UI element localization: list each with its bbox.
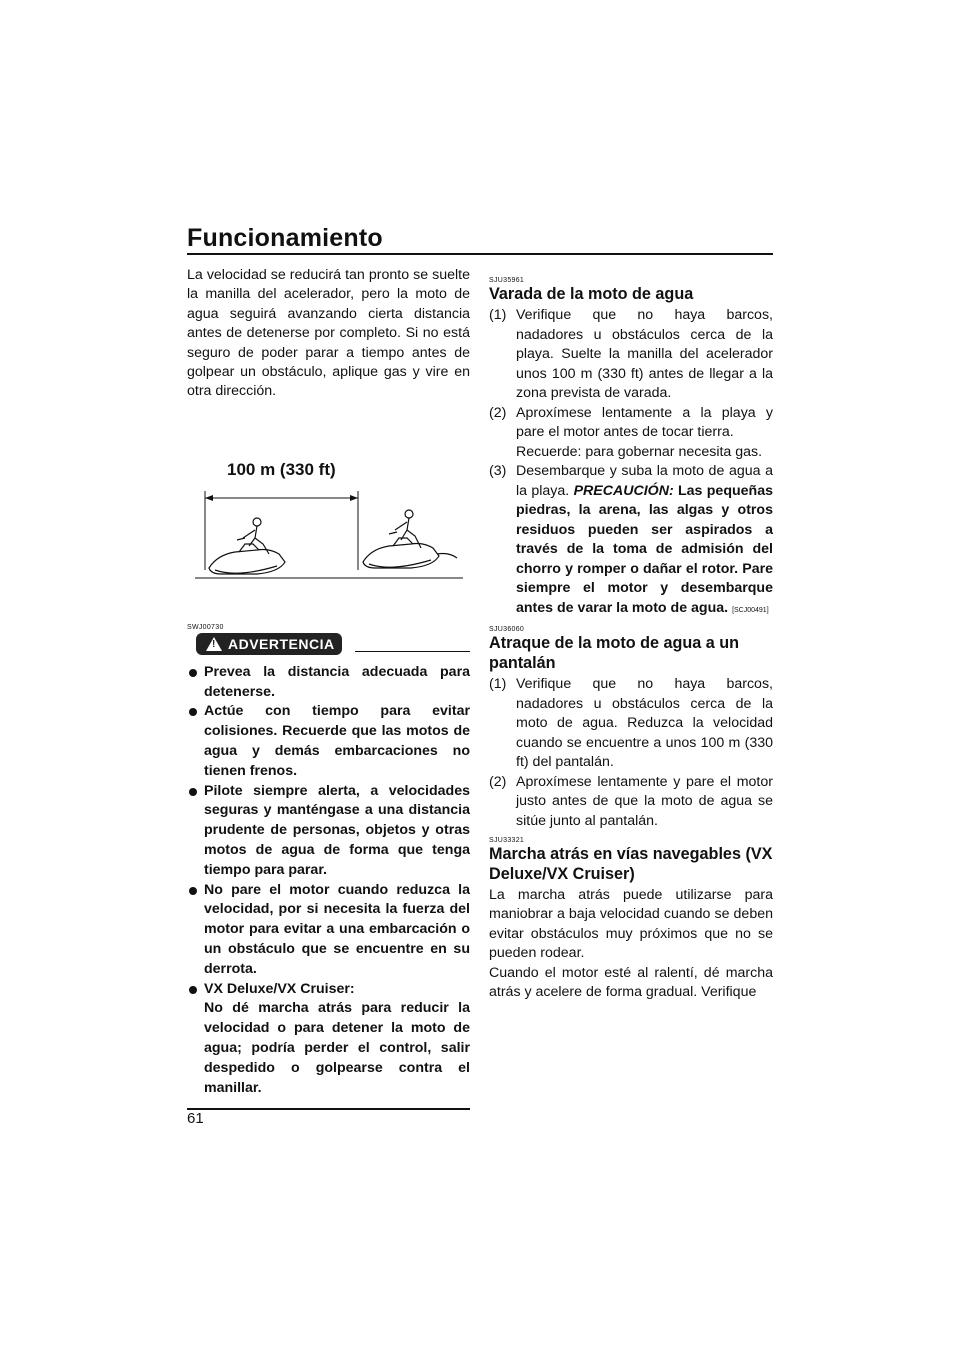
caution-code: [SCJ00491] bbox=[732, 606, 769, 614]
warning-badge-label: ADVERTENCIA bbox=[228, 635, 335, 652]
warning-badge bbox=[196, 633, 342, 655]
step-number: (2) bbox=[489, 404, 507, 421]
step-note: Recuerde: para gobernar necesita gas. bbox=[516, 443, 763, 460]
section-title-beaching: Varada de la moto de agua bbox=[489, 285, 694, 303]
distance-figure bbox=[187, 458, 470, 598]
step-text: Verifique que no haya barcos, nadadores u obstáculos cerca de la moto de agua. Reduzca la velocidad cuando se encuentre a unos 100 m (330 ft) del pantalán. bbox=[516, 676, 773, 770]
intro-paragraph: La velocidad se reducirá tan pronto se suelte la manilla del acelerador, pero la moto de agua seguirá avanzando cierta distancia antes de detenerse por completo. Si no está seguro de poder parar a tiempo antes de golpear un obstáculo, aplique gas y vire en otra dirección. bbox=[187, 267, 470, 400]
left-column bbox=[187, 266, 470, 1110]
warning-item: Pilote siempre alerta, a velocidades seguras y manténgase a una distancia prudente de personas, objetos y otras motos de agua de forma que tenga tiempo para parar. bbox=[187, 782, 470, 881]
step-item bbox=[489, 675, 773, 773]
warning-item: Prevea la distancia adecuada para detenerse. bbox=[187, 663, 470, 703]
jetski-2 bbox=[363, 510, 457, 568]
section-title-docking: Atraque de la moto de agua a un pantalán bbox=[489, 634, 740, 672]
reverse-paragraph: Cuando el motor esté al ralentí, dé marcha atrás y acelere de forma gradual. Verifique bbox=[489, 964, 773, 1001]
step-text: Aproxímese lentamente y pare el motor justo antes de que la moto de agua se sitúe junto al pantalán. bbox=[516, 773, 773, 829]
docking-steps bbox=[489, 675, 773, 831]
warning-rule bbox=[355, 651, 470, 653]
beaching-steps bbox=[489, 306, 773, 620]
step-number: (2) bbox=[489, 773, 507, 790]
warning-item: Actúe con tiempo para evitar colisiones. Recuerde que las motos de agua y demás embarcaciones no tienen frenos. bbox=[187, 702, 470, 781]
warning-bottom-rule bbox=[187, 1108, 470, 1110]
step-text: Aproxímese lentamente a la playa y pare el motor antes de tocar tierra. bbox=[516, 404, 773, 440]
caution-text: Las pequeñas piedras, la arena, las algas y otros residuos pueden ser aspirados a través de la toma de admisión del chorro y romper o dañar el rotor. Pare siempre el motor y desembarque antes de varar la moto de agua. bbox=[516, 482, 773, 616]
right-column bbox=[489, 266, 773, 1002]
reverse-paragraph: La marcha atrás puede utilizarse para maniobrar a baja velocidad cuando se deben evitar obstáculos muy próximos que no se pueden rodear. bbox=[489, 887, 773, 962]
page-number: 61 bbox=[187, 1110, 204, 1127]
step-item bbox=[489, 462, 773, 620]
step-item bbox=[489, 773, 773, 832]
section-title-reverse: Marcha atrás en vías navegables (VX Deluxe/VX Cruiser) bbox=[489, 845, 773, 883]
step-text: Desembarque y suba la moto de agua a la playa. bbox=[516, 463, 773, 499]
step-number: (1) bbox=[489, 676, 507, 692]
warning-header bbox=[187, 633, 470, 657]
jetski-illustration bbox=[187, 458, 470, 598]
step-item bbox=[489, 306, 773, 404]
warning-triangle-icon bbox=[206, 637, 222, 651]
page-title: Funcionamiento bbox=[187, 224, 383, 252]
section-code: SJU35961 bbox=[489, 277, 525, 284]
warning-list bbox=[187, 663, 470, 1099]
warning-item: No pare el motor cuando reduzca la velocidad, por si necesita la fuerza del motor para evitar a una embarcación o un obstáculo que se encuentre en su derrota. bbox=[187, 881, 470, 980]
header-rule bbox=[187, 253, 773, 255]
distance-label: 100 m (330 ft) bbox=[227, 459, 336, 479]
section-code: SJU33321 bbox=[489, 837, 525, 844]
step-item bbox=[489, 404, 773, 463]
warning-item: VX Deluxe/VX Cruiser: No dé marcha atrás para reducir la velocidad o para detener la moto de agua; podría perder el control, salir despedido o golpearse contra el manillar. bbox=[187, 980, 470, 1099]
step-number: (3) bbox=[489, 463, 507, 479]
warning-code: SWJ00730 bbox=[187, 623, 224, 631]
jetski-1 bbox=[209, 518, 285, 574]
step-text: Verifique que no haya barcos, nadadores u obstáculos cerca de la playa. Suelte la manilla del acelerador unos 100 m (330 ft) antes de llegar a la zona prevista de varada. bbox=[516, 307, 773, 401]
caution-label: PRECAUCIÓN: bbox=[573, 482, 674, 499]
section-code: SJU36060 bbox=[489, 626, 525, 633]
step-number: (1) bbox=[489, 307, 507, 323]
